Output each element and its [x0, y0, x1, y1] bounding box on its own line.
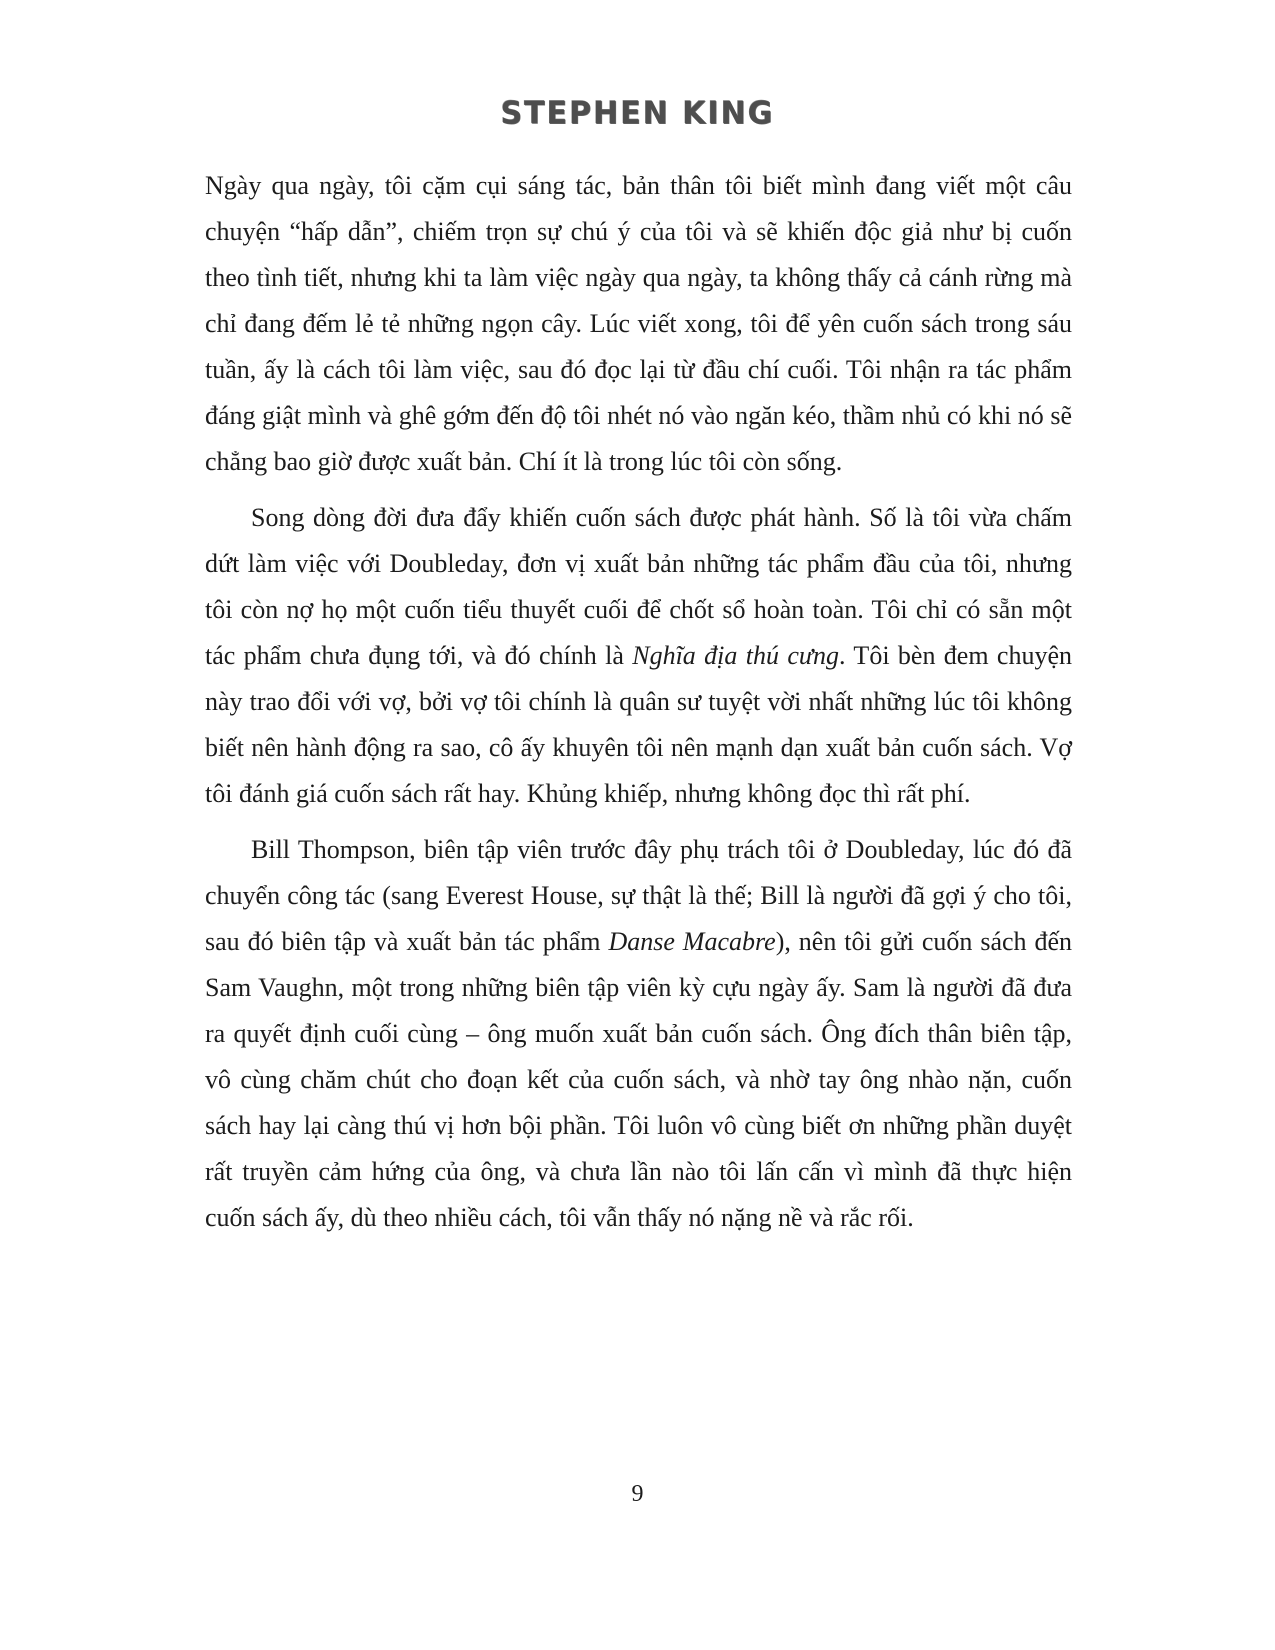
text-run: ), nên tôi gửi cuốn sách đến Sam Vaughn, một trong những biên tập viên kỳ cựu ngày ấy. Sam là người đã đưa ra quyết định cuối cùng – ông muốn xuất bản cuốn sách. Ông đích thân biên tập, vô cùng chăm chút cho đoạn kết của cuốn sách, và nhờ tay ông nhào nặn, cuốn sách hay lại càng thú vị hơn bội phần. Tôi luôn vô cùng biết ơn những phần duyệt rất truyền cảm hứng của ông, và chưa lần nào tôi lấn cấn vì mình đã thực hiện cuốn sách ấy, dù theo nhiều cách, tôi vẫn thấy nó nặng nề và rắc rối. [205, 927, 1072, 1232]
italic-text-run: Danse Macabre [608, 927, 776, 956]
text-run: Song dòng đời đưa đẩy khiến cuốn sách được phát hành. Số là tôi vừa chấm dứt làm việc với Doubleday, đơn vị xuất bản những tác phẩm đầu của tôi, nhưng tôi còn nợ họ một cuốn tiểu thuyết cuối để chốt sổ hoàn toàn. Tôi chỉ có sẵn một tác phẩm chưa đụng tới, và đó chính là [205, 503, 1072, 670]
paragraph [205, 495, 1072, 817]
running-header [0, 96, 1275, 131]
text-run: . Tôi bèn đem chuyện này trao đổi với vợ, bởi vợ tôi chính là quân sư tuyệt vời nhất những lúc tôi không biết nên hành động ra sao, cô ấy khuyên tôi nên mạnh dạn xuất bản cuốn sách. Vợ tôi đánh giá cuốn sách rất hay. Khủng khiếp, nhưng không đọc thì rất phí. [205, 641, 1072, 808]
paragraph [205, 163, 1072, 485]
text-run: Ngày qua ngày, tôi cặm cụi sáng tác, bản thân tôi biết mình đang viết một câu chuyện “hấp dẫn”, chiếm trọn sự chú ý của tôi và sẽ khiến độc giả như bị cuốn theo tình tiết, nhưng khi ta làm việc ngày qua ngày, ta không thấy cả cánh rừng mà chỉ đang đếm lẻ tẻ những ngọn cây. Lúc viết xong, tôi để yên cuốn sách trong sáu tuần, ấy là cách tôi làm việc, sau đó đọc lại từ đầu chí cuối. Tôi nhận ra tác phẩm đáng giật mình và ghê gớm đến độ tôi nhét nó vào ngăn kéo, thầm nhủ có khi nó sẽ chẳng bao giờ được xuất bản. Chí ít là trong lúc tôi còn sống. [205, 171, 1072, 476]
running-header-title: STEPHEN KING [500, 95, 775, 132]
paragraph [205, 827, 1072, 1241]
page-number: 9 [631, 1481, 644, 1507]
italic-text-run: Nghĩa địa thú cưng [632, 641, 840, 670]
text-run: Bill Thompson, biên tập viên trước đây phụ trách tôi ở Doubleday, lúc đó đã chuyển công tác (sang Everest House, sự thật là thế; Bill là người đã gợi ý cho tôi, sau đó biên tập và xuất bản tác phẩm [205, 835, 1072, 956]
page-body [205, 163, 1072, 1241]
